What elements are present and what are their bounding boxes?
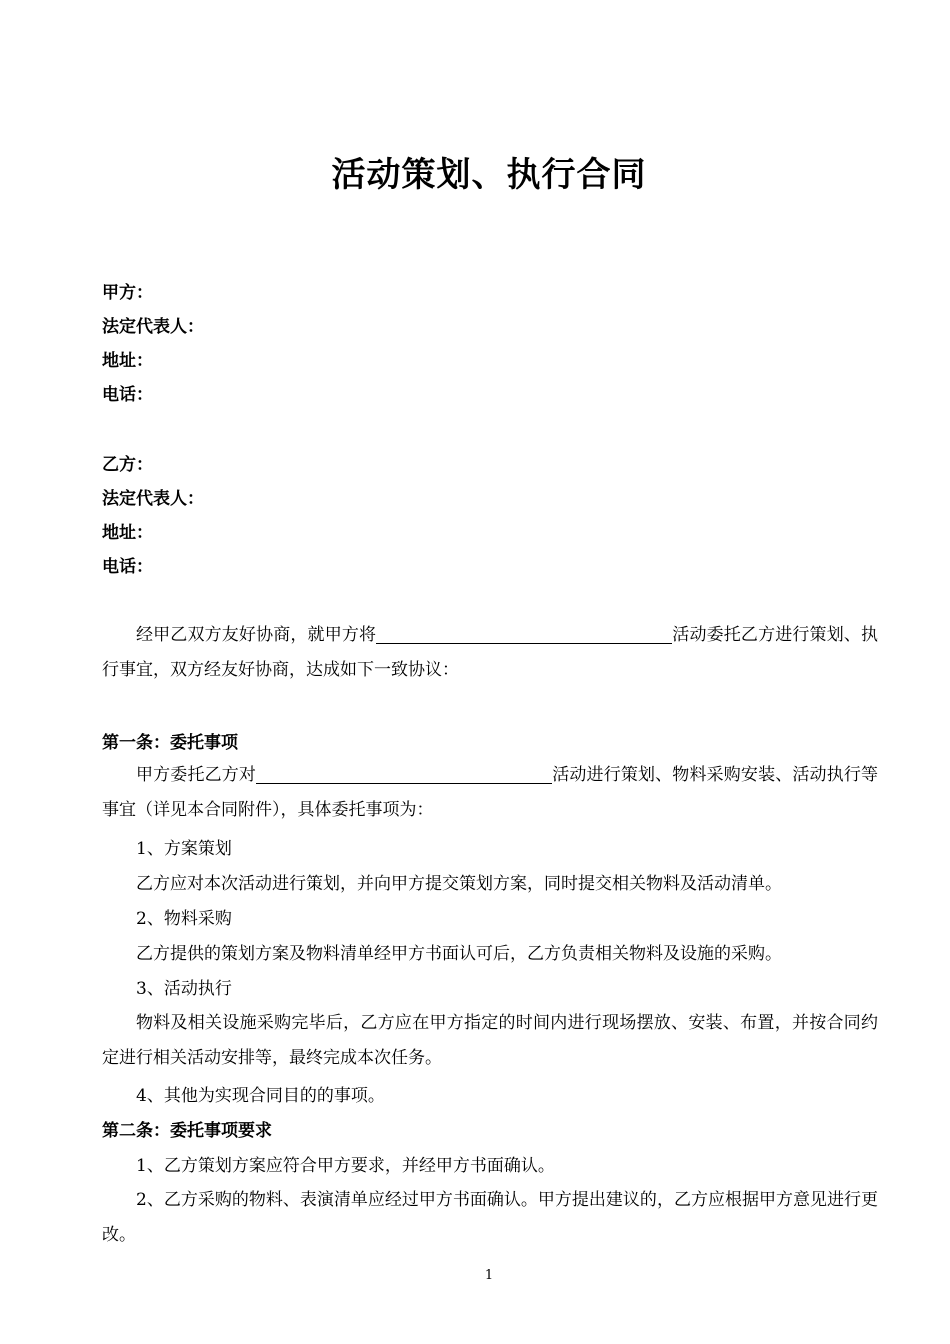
party-b-rep-label: 法定代表人： [102,489,204,509]
party-b-name-label: 乙方： [102,455,153,475]
intro-text-end: 活动委托乙方进行策划、执行事宜，双方经友好协商，达成如下一致协议： [102,625,879,680]
intro-paragraph [102,618,878,688]
page-number: 1 [484,1268,494,1283]
item1-text: 乙方应对本次活动进行策划，并向甲方提交策划方案，同时提交相关物料及活动清单。 [136,874,782,894]
article1-paragraph [102,758,878,828]
party-a-address-label: 地址： [102,351,153,371]
document-title: 活动策划、执行合同 [331,155,647,195]
article2-item2: 2、乙方采购的物料、表演清单应经过甲方书面确认。甲方提出建议的，乙方应根据甲方意见进行更改。 [102,1190,878,1245]
item2-text: 乙方提供的策划方案及物料清单经甲方书面认可后，乙方负责相关物料及设施的采购。 [136,944,782,964]
party-a-rep-label: 法定代表人： [102,317,204,337]
item4-title: 4、其他为实现合同目的的事项。 [136,1086,385,1106]
article1-activity-blank [256,765,552,784]
party-a-name-label: 甲方： [102,283,153,303]
party-b-address-label: 地址： [102,523,153,543]
party-a-phone-label: 电话： [102,385,153,405]
article1-text-end: 活动进行策划、物料采购安装、活动执行等事宜（详见本合同附件），具体委托事项为： [102,765,879,820]
article2-heading: 第二条：委托事项要求 [102,1121,272,1141]
item2-title: 2、物料采购 [136,909,232,929]
intro-activity-blank [376,625,672,644]
item1-title: 1、方案策划 [136,839,232,859]
party-b-phone-label: 电话： [102,557,153,577]
intro-text-start: 经甲乙双方友好协商，就甲方将 [136,625,377,645]
item3-title: 3、活动执行 [136,979,232,999]
item3-text: 物料及相关设施采购完毕后，乙方应在甲方指定的时间内进行现场摆放、安装、布置，并按合同约定进行相关活动安排等，最终完成本次任务。 [102,1013,878,1068]
article1-heading: 第一条：委托事项 [102,733,238,753]
article1-text-start: 甲方委托乙方对 [136,765,257,785]
article2-item1: 1、乙方策划方案应符合甲方要求，并经甲方书面确认。 [136,1156,555,1176]
